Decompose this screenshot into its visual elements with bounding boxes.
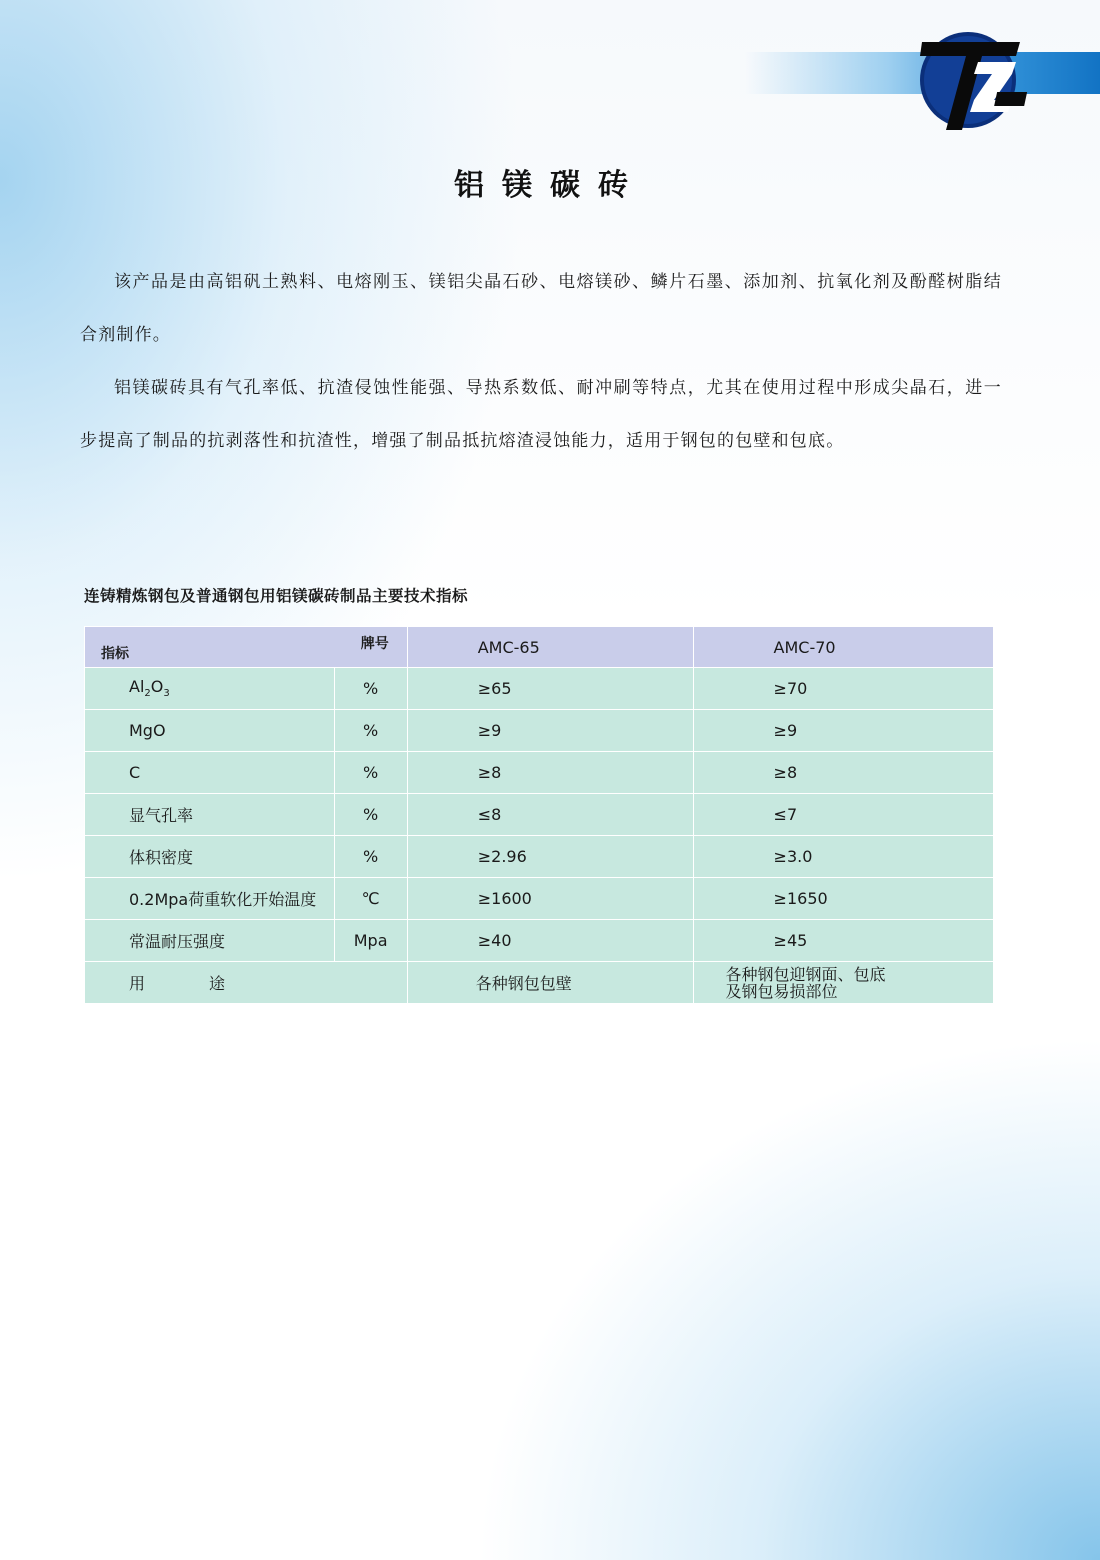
intro-paragraph-2: 铝镁碳砖具有气孔率低、抗渣侵蚀性能强、导热系数低、耐冲刷等特点，尤其在使用过程中形成尖晶石，进一步提高了制品的抗剥落性和抗渣性，增强了制品抵抗熔渣浸蚀能力，适用于钢包的包壁和包底。: [80, 378, 1002, 451]
row-value-amc65: ≥1600: [407, 878, 693, 920]
row-value-amc65: ≥9: [407, 710, 693, 752]
header-grade-amc70: AMC-70: [693, 627, 993, 668]
row-value-amc70: ≥8: [693, 752, 993, 794]
row-value-amc70: ≥45: [693, 920, 993, 962]
row-label: $Al_2O_3$: [85, 668, 335, 710]
row-unit: Mpa: [334, 920, 407, 962]
table-row: [85, 752, 994, 794]
page-title: 铝镁碳砖: [454, 168, 646, 203]
table-row: [85, 836, 994, 878]
usage-label: 用 途: [85, 962, 408, 1004]
row-value-amc65: ≤8: [407, 794, 693, 836]
row-value-amc65: ≥65: [407, 668, 693, 710]
table-caption: 连铸精炼钢包及普通钢包用铝镁碳砖制品主要技术指标: [84, 587, 469, 605]
row-unit: %: [334, 836, 407, 878]
row-unit: %: [334, 668, 407, 710]
row-value-amc65: ≥8: [407, 752, 693, 794]
row-value-amc70: ≥9: [693, 710, 993, 752]
header-index-label: 指标: [101, 646, 129, 662]
table-row: [85, 794, 994, 836]
header-grade-amc65: AMC-65: [407, 627, 693, 668]
tz-logo-icon: [912, 22, 1052, 137]
row-label: 显气孔率: [85, 794, 335, 836]
row-value-amc70: ≥70: [693, 668, 993, 710]
row-value-amc70: ≥1650: [693, 878, 993, 920]
intro-text: [80, 256, 1002, 468]
table-row: [85, 668, 994, 710]
row-value-amc65: ≥40: [407, 920, 693, 962]
header-index-grade-cell: [85, 627, 408, 668]
header-grade-label: 牌号: [360, 636, 389, 652]
row-value-amc70: ≤7: [693, 794, 993, 836]
table-row: [85, 878, 994, 920]
row-label: 常温耐压强度: [85, 920, 335, 962]
row-value-amc65: ≥2.96: [407, 836, 693, 878]
table-row-usage: [85, 962, 994, 1004]
usage-value-amc70: 各种钢包迎钢面、包底 及钢包易损部位: [693, 962, 993, 1004]
row-unit: %: [334, 710, 407, 752]
table-row: [85, 920, 994, 962]
row-value-amc70: ≥3.0: [693, 836, 993, 878]
row-label: C: [85, 752, 335, 794]
row-unit: %: [334, 794, 407, 836]
row-unit: ℃: [334, 878, 407, 920]
row-unit: %: [334, 752, 407, 794]
intro-paragraph-1: 该产品是由高铝矾土熟料、电熔刚玉、镁铝尖晶石砂、电熔镁砂、鳞片石墨、添加剂、抗氧化剂及酚醛树脂结合剂制作。: [80, 272, 1002, 345]
spec-table: [84, 626, 994, 1004]
table-row: [85, 710, 994, 752]
usage-value-amc65: 各种钢包包壁: [407, 962, 693, 1004]
row-label: 体积密度: [85, 836, 335, 878]
row-label: MgO: [85, 710, 335, 752]
row-label: 0.2Mpa荷重软化开始温度: [85, 878, 335, 920]
table-header-row: [85, 627, 994, 668]
